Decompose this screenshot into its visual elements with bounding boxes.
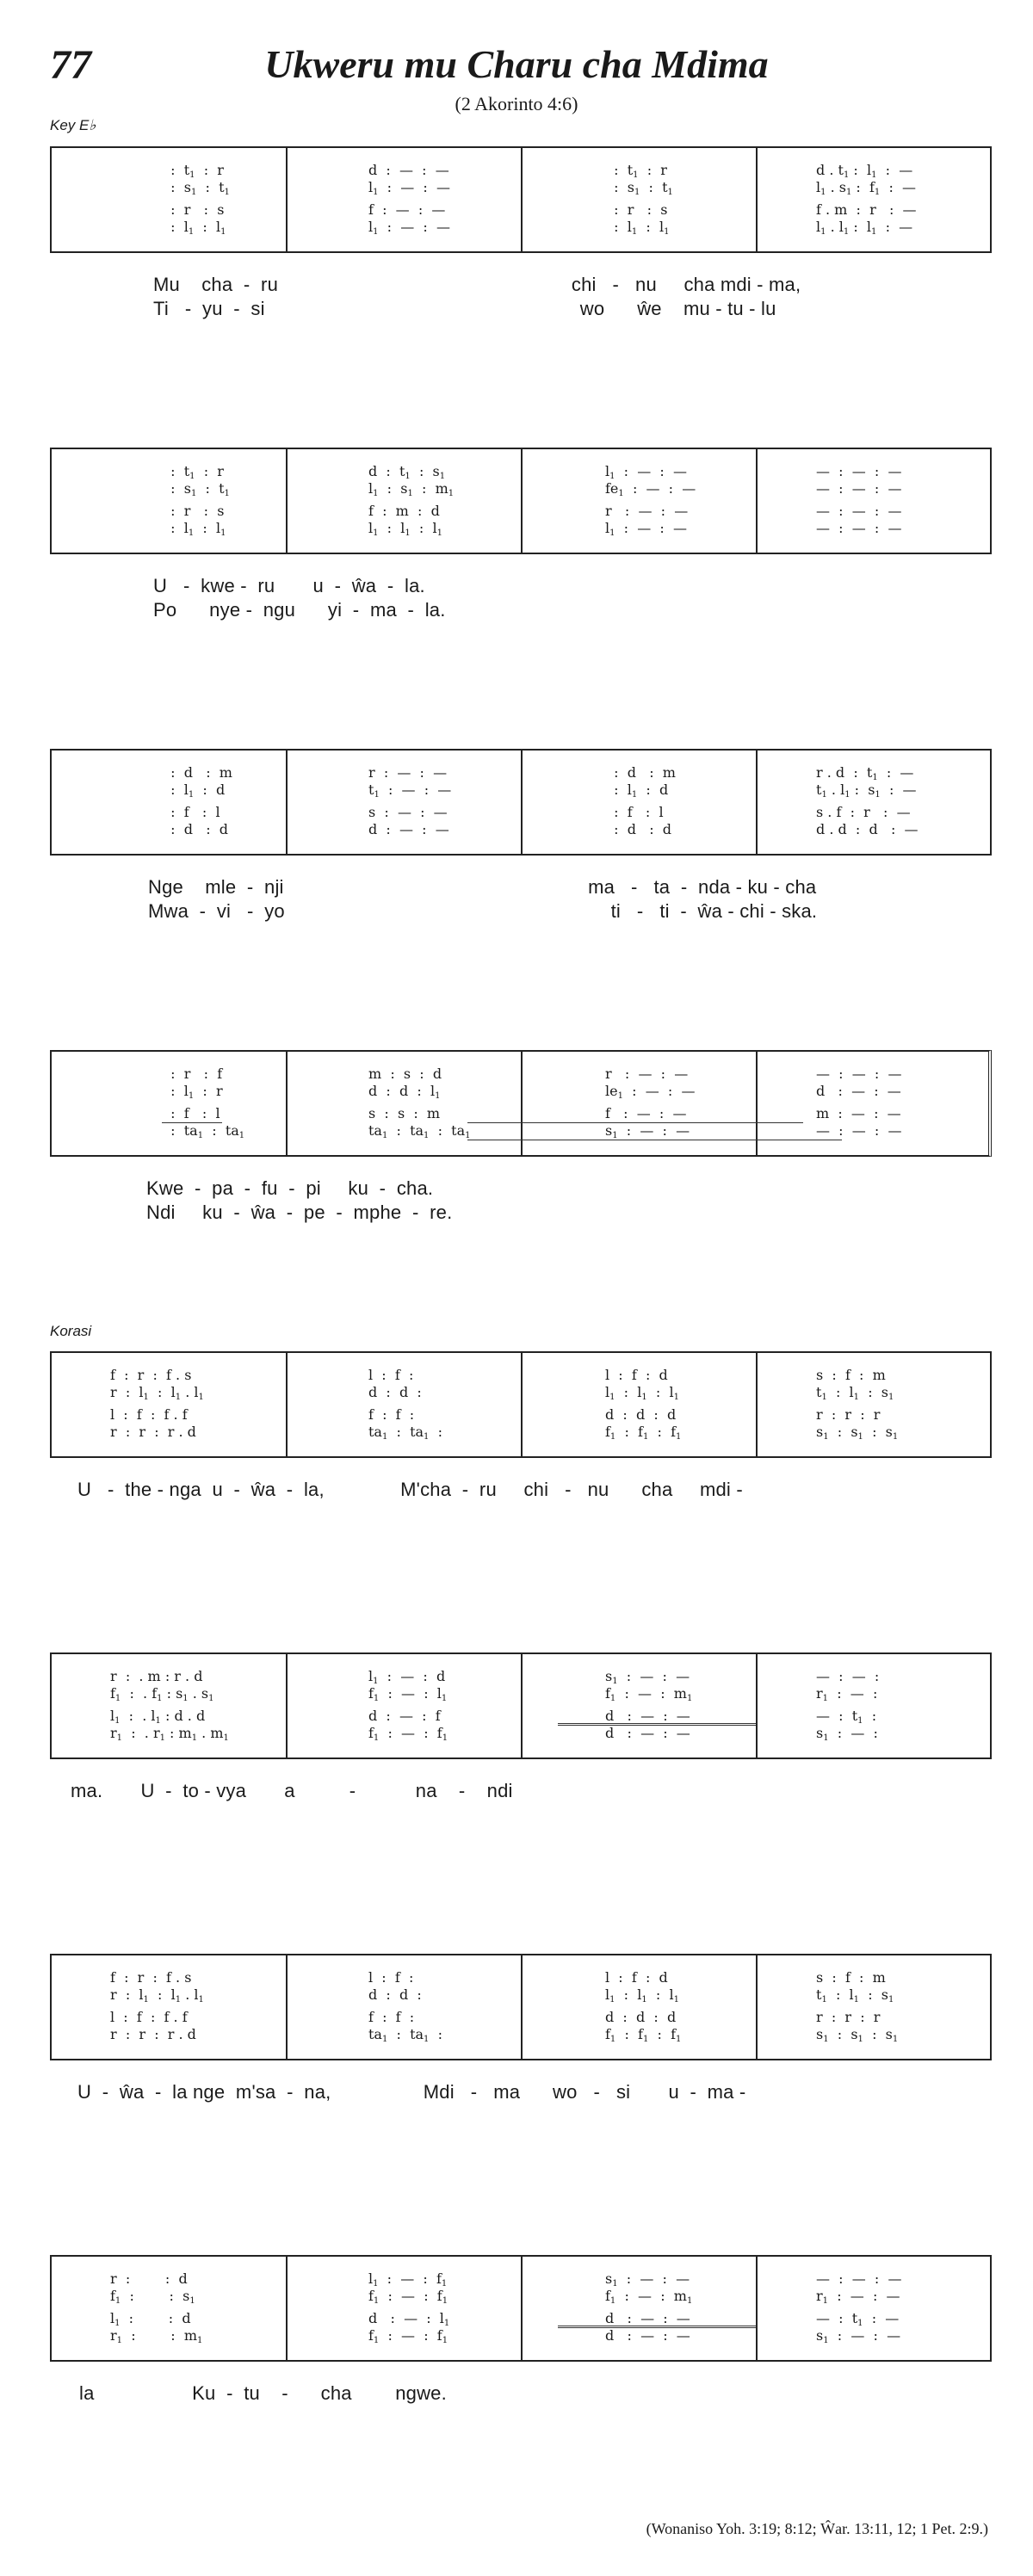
solfa-voice-line: $l_1$ : $l_1$ : $l_1$ [605, 1384, 679, 1402]
solfa-voice-line: : f : l [162, 804, 220, 820]
solfa-voice-line: l : f : f . f [110, 1406, 188, 1423]
solfa-voice-line: $l_1$ . $l_1$ : $l_1$ : — [816, 219, 913, 237]
solfa-voice-line: $s_1$ : — : — [605, 2270, 690, 2289]
lyric-line: U - the - nga u - ŵa - la, M'cha - ru chi - nu cha mdi - [77, 1479, 743, 1500]
extension-line [558, 2327, 756, 2328]
hymn-title: Ukweru mu Charu cha Mdima [264, 42, 769, 86]
bar-line [756, 1654, 758, 1757]
solfa-voice-line: $fe_1$ : — : — [605, 480, 696, 498]
solfa-voice-line: $f_1$ : $f_1$ : $f_1$ [605, 1424, 682, 1442]
lyric-line: la Ku - tu - cha ngwe. [79, 2382, 447, 2404]
solfa-voice-line: : r : s [605, 201, 668, 218]
solfa-voice-line: s : f : m [816, 1367, 886, 1383]
bar-line [521, 1353, 523, 1456]
solfa-voice-line: r : r : r [816, 2009, 881, 2025]
lyric-line: ma. U - to - vya a - na - ndi [71, 1780, 513, 1801]
solfa-voice-line: r . d : $t_1$ : — [816, 764, 914, 782]
solfa-voice-line: f : f : [368, 1406, 415, 1423]
solfa-voice-line: $l_1$ : : d [110, 2310, 191, 2328]
solfa-voice-line: d : — : — [605, 2310, 690, 2326]
solfa-voice-line: $s_1$ : $s_1$ : $s_1$ [816, 2026, 899, 2044]
solfa-voice-line: — : — : — [816, 520, 902, 536]
solfa-voice-line: $f_1$ : — : $l_1$ [368, 1685, 448, 1703]
bar-line [521, 1654, 523, 1757]
solfa-voice-line: d : d : d [605, 1406, 677, 1423]
solfa-voice-line: f : r : f . s [110, 1367, 192, 1383]
bar-line [521, 751, 523, 854]
solfa-voice-line: $r_1$ : — : [816, 1685, 878, 1703]
solfa-voice-line: d : — : — [605, 1725, 690, 1741]
solfa-voice-line: : $s_1$ : $t_1$ [162, 179, 230, 197]
lyric-line: Mwa - vi - yo ti - ti - ŵa - chi - ska. [148, 900, 818, 922]
solfa-voice-line: d : d : $l_1$ [368, 1083, 441, 1101]
solfa-voice-line: : $l_1$ : $l_1$ [162, 520, 226, 538]
lyric-line: Ti - yu - si wo ŵe mu - tu - lu [153, 298, 776, 319]
solfa-voice-line: $ta_1$ : $ta_1$ : $ta_1$ [368, 1122, 471, 1140]
lyric-line: U - ŵa - la nge m'sa - na, Mdi - ma wo - si u - ma - [77, 2081, 746, 2103]
solfa-voice-line: r : — : — [368, 764, 448, 781]
solfa-voice-line: $f_1$ : — : $m_1$ [605, 1685, 693, 1703]
solfa-voice-line: $l_1$ : . $l_1$ : d . d [110, 1708, 206, 1726]
bar-line [521, 148, 523, 251]
solfa-voice-line: $l_1$ : $s_1$ : $m_1$ [368, 480, 455, 498]
solfa-voice-line: d : — : — [605, 1708, 690, 1724]
solfa-voice-line: — : — : — [816, 1122, 902, 1139]
solfa-voice-line: d : d : d [605, 2009, 677, 2025]
solfa-voice-line: f : — : — [368, 201, 446, 218]
bar-line [521, 1955, 523, 2059]
solfa-voice-line: $s_1$ : — : — [816, 2327, 901, 2345]
solfa-voice-line: : d : d [162, 821, 229, 837]
lyric-line: Kwe - pa - fu - pi ku - cha. [146, 1177, 434, 1199]
lyric-line: Po nye - ngu yi - ma - la. [153, 599, 446, 621]
solfa-voice-line: r : r : r . d [110, 1424, 196, 1440]
solfa-voice-line: d : — : f [368, 1708, 441, 1724]
solfa-voice-line: — : — : [816, 1668, 880, 1684]
bar-line [756, 1955, 758, 2059]
key-signature: Key E♭ [50, 117, 96, 133]
solfa-voice-line: $l_1$ . $s_1$ : $f_1$ : — [816, 179, 917, 197]
bar-line [286, 1353, 288, 1456]
solfa-voice-line: : $t_1$ : r [162, 463, 224, 481]
solfa-voice-line: : $s_1$ : $t_1$ [162, 480, 230, 498]
solfa-voice-line: $r_1$ : : $m_1$ [110, 2327, 203, 2345]
solfa-voice-line: l : f : [368, 1969, 414, 1986]
solfa-voice-line: d : — : — [816, 1083, 901, 1099]
solfa-voice-line: — : $t_1$ : [816, 1708, 877, 1726]
solfa-voice-line: $l_1$ : $l_1$ : $l_1$ [605, 1986, 679, 2005]
solfa-voice-line: m : s : d [368, 1066, 442, 1082]
solfa-voice-line: $l_1$ : — : d [368, 1668, 446, 1686]
solfa-voice-line: f : r : f . s [110, 1969, 192, 1986]
bar-line [286, 1955, 288, 2059]
solfa-voice-line: — : — : — [816, 480, 902, 497]
solfa-voice-line: s . f : r : — [816, 804, 911, 820]
solfa-voice-line: $f_1$ : — : $f_1$ [368, 2288, 448, 2306]
solfa-voice-line: $s_1$ : — : [816, 1725, 878, 1743]
bar-line [286, 1654, 288, 1757]
solfa-voice-line: $t_1$ : $l_1$ : $s_1$ [816, 1384, 894, 1402]
solfa-voice-line: r : r : r [816, 1406, 881, 1423]
solfa-voice-line: — : — : — [816, 2270, 902, 2287]
solfa-voice-line: s : s : m [368, 1105, 441, 1121]
solfa-voice-line: l : f : [368, 1367, 414, 1383]
solfa-voice-line: l : f : f . f [110, 2009, 188, 2025]
solfa-voice-line: $l_1$ : $l_1$ : $l_1$ [368, 520, 442, 538]
bar-line [756, 2257, 758, 2360]
solfa-voice-line: : $l_1$ : d [605, 781, 669, 800]
bar-line [756, 449, 758, 553]
lyric-line: U - kwe - ru u - ŵa - la. [153, 575, 425, 596]
solfa-voice-line: $ta_1$ : $ta_1$ : [368, 2026, 442, 2044]
solfa-voice-line: : f : l [162, 1105, 220, 1121]
bar-line [521, 449, 523, 553]
bar-line [521, 2257, 523, 2360]
bar-line [286, 2257, 288, 2360]
solfa-voice-line: $r_1$ : . $r_1$ : $m_1$ . $m_1$ [110, 1725, 229, 1743]
solfa-voice-line: $t_1$ : — : — [368, 781, 452, 800]
bar-line [756, 751, 758, 854]
bar-line [756, 148, 758, 251]
extension-line [558, 1725, 756, 1726]
solfa-voice-line: l : f : d [605, 1969, 668, 1986]
solfa-voice-line: : $s_1$ : $t_1$ [605, 179, 673, 197]
cross-references: (Wonaniso Yoh. 3:19; 8:12; Ŵar. 13:11, 12; 1 Pet. 2:9.) [646, 2520, 988, 2537]
bar-line [286, 449, 288, 553]
solfa-voice-line: r : $l_1$ : $l_1$ . $l_1$ [110, 1986, 204, 2005]
solfa-voice-line: : r : s [162, 201, 225, 218]
solfa-voice-line: $l_1$ : — : — [368, 219, 450, 237]
solfa-voice-line: $ta_1$ : $ta_1$ : [368, 1424, 442, 1442]
bar-line [756, 1353, 758, 1456]
solfa-voice-line: : $l_1$ : $l_1$ [162, 219, 226, 237]
solfa-voice-line: $f_1$ : — : $m_1$ [605, 2288, 693, 2306]
lyric-line: Mu cha - ru chi - nu cha mdi - ma, [153, 274, 801, 295]
solfa-voice-line: $f_1$ : — : $f_1$ [368, 1725, 448, 1743]
solfa-voice-line: — : — : — [816, 463, 902, 479]
solfa-voice-line: : $l_1$ : d [162, 781, 226, 800]
solfa-voice-line: $l_1$ : — : — [605, 520, 687, 538]
chorus-label: Korasi [50, 1323, 92, 1339]
solfa-voice-line: $f_1$ : : $s_1$ [110, 2288, 195, 2306]
extension-line [467, 1122, 803, 1123]
solfa-voice-line: : d : m [162, 764, 232, 781]
solfa-voice-line: $t_1$ : $l_1$ : $s_1$ [816, 1986, 894, 2005]
solfa-voice-line: d : d : [368, 1384, 422, 1400]
solfa-voice-line: $s_1$ : — : — [605, 1668, 690, 1686]
solfa-voice-line: $s_1$ : — : — [605, 1122, 690, 1140]
solfa-voice-line: : r : f [162, 1066, 223, 1082]
solfa-voice-line: — : — : — [816, 503, 902, 519]
solfa-voice-line: $f_1$ : . $f_1$ : $s_1$ . $s_1$ [110, 1685, 214, 1703]
solfa-voice-line: $l_1$ : — : $f_1$ [368, 2270, 448, 2289]
solfa-voice-line: $l_1$ : — : — [368, 179, 450, 197]
solfa-voice-line: : $t_1$ : r [605, 162, 667, 180]
solfa-voice-line: s : — : — [368, 804, 448, 820]
solfa-voice-line: : $ta_1$ : $ta_1$ [162, 1122, 245, 1140]
scripture-reference: (2 Akorinto 4:6) [455, 93, 578, 114]
solfa-voice-line: $f_1$ : — : $f_1$ [368, 2327, 448, 2345]
solfa-voice-line: $l_1$ : — : — [605, 463, 687, 481]
solfa-voice-line: : $t_1$ : r [162, 162, 224, 180]
hymn-number: 77 [50, 42, 91, 88]
bar-line [286, 148, 288, 251]
solfa-voice-line: — : $t_1$ : — [816, 2310, 900, 2328]
solfa-voice-line: r : . m : r . d [110, 1668, 203, 1684]
solfa-voice-line: d : — : — [368, 162, 449, 178]
bar-line [286, 751, 288, 854]
bar-line [286, 1052, 288, 1155]
solfa-voice-line: f : — : — [605, 1105, 687, 1121]
solfa-voice-line: f : m : d [368, 503, 440, 519]
solfa-voice-line: r : r : r . d [110, 2026, 196, 2042]
solfa-voice-line: s : f : m [816, 1969, 886, 1986]
solfa-voice-line: r : — : — [605, 1066, 689, 1082]
solfa-voice-line: $s_1$ : $s_1$ : $s_1$ [816, 1424, 899, 1442]
solfa-voice-line: d : — : — [605, 2327, 690, 2344]
solfa-voice-line: m : — : — [816, 1105, 901, 1121]
solfa-voice-line: : $l_1$ : r [162, 1083, 223, 1101]
solfa-voice-line: r : — : — [605, 503, 689, 519]
extension-line [558, 1723, 756, 1724]
solfa-voice-line: $le_1$ : — : — [605, 1083, 696, 1101]
solfa-voice-line: — : — : — [816, 1066, 902, 1082]
solfa-voice-line: $f_1$ : $f_1$ : $f_1$ [605, 2026, 682, 2044]
lyric-line: Ndi ku - ŵa - pe - mphe - re. [146, 1202, 453, 1223]
solfa-voice-line: d : d : [368, 1986, 422, 2003]
solfa-voice-line: d . d : d : — [816, 821, 919, 837]
solfa-voice-line: : f : l [605, 804, 664, 820]
solfa-voice-line: f . m : r : — [816, 201, 917, 218]
solfa-voice-line: : $l_1$ : $l_1$ [605, 219, 670, 237]
solfa-voice-line: d : — : — [368, 821, 449, 837]
solfa-voice-line: d : $t_1$ : $s_1$ [368, 463, 446, 481]
solfa-voice-line: l : f : d [605, 1367, 668, 1383]
solfa-voice-line: d : — : $l_1$ [368, 2310, 450, 2328]
solfa-voice-line: $r_1$ : — : — [816, 2288, 900, 2306]
solfa-voice-line: r : $l_1$ : $l_1$ . $l_1$ [110, 1384, 204, 1402]
extension-line [162, 1122, 222, 1123]
solfa-voice-line: $t_1$ . $l_1$ : $s_1$ : — [816, 781, 917, 800]
solfa-voice-line: r : : d [110, 2270, 188, 2287]
solfa-voice-line: : d : m [605, 764, 676, 781]
lyric-line: Nge mle - nji ma - ta - nda - ku - cha [148, 876, 817, 898]
solfa-voice-line: d . $t_1$ : $l_1$ : — [816, 162, 913, 180]
solfa-voice-line: : r : s [162, 503, 225, 519]
solfa-voice-line: f : f : [368, 2009, 415, 2025]
solfa-voice-line: : d : d [605, 821, 672, 837]
